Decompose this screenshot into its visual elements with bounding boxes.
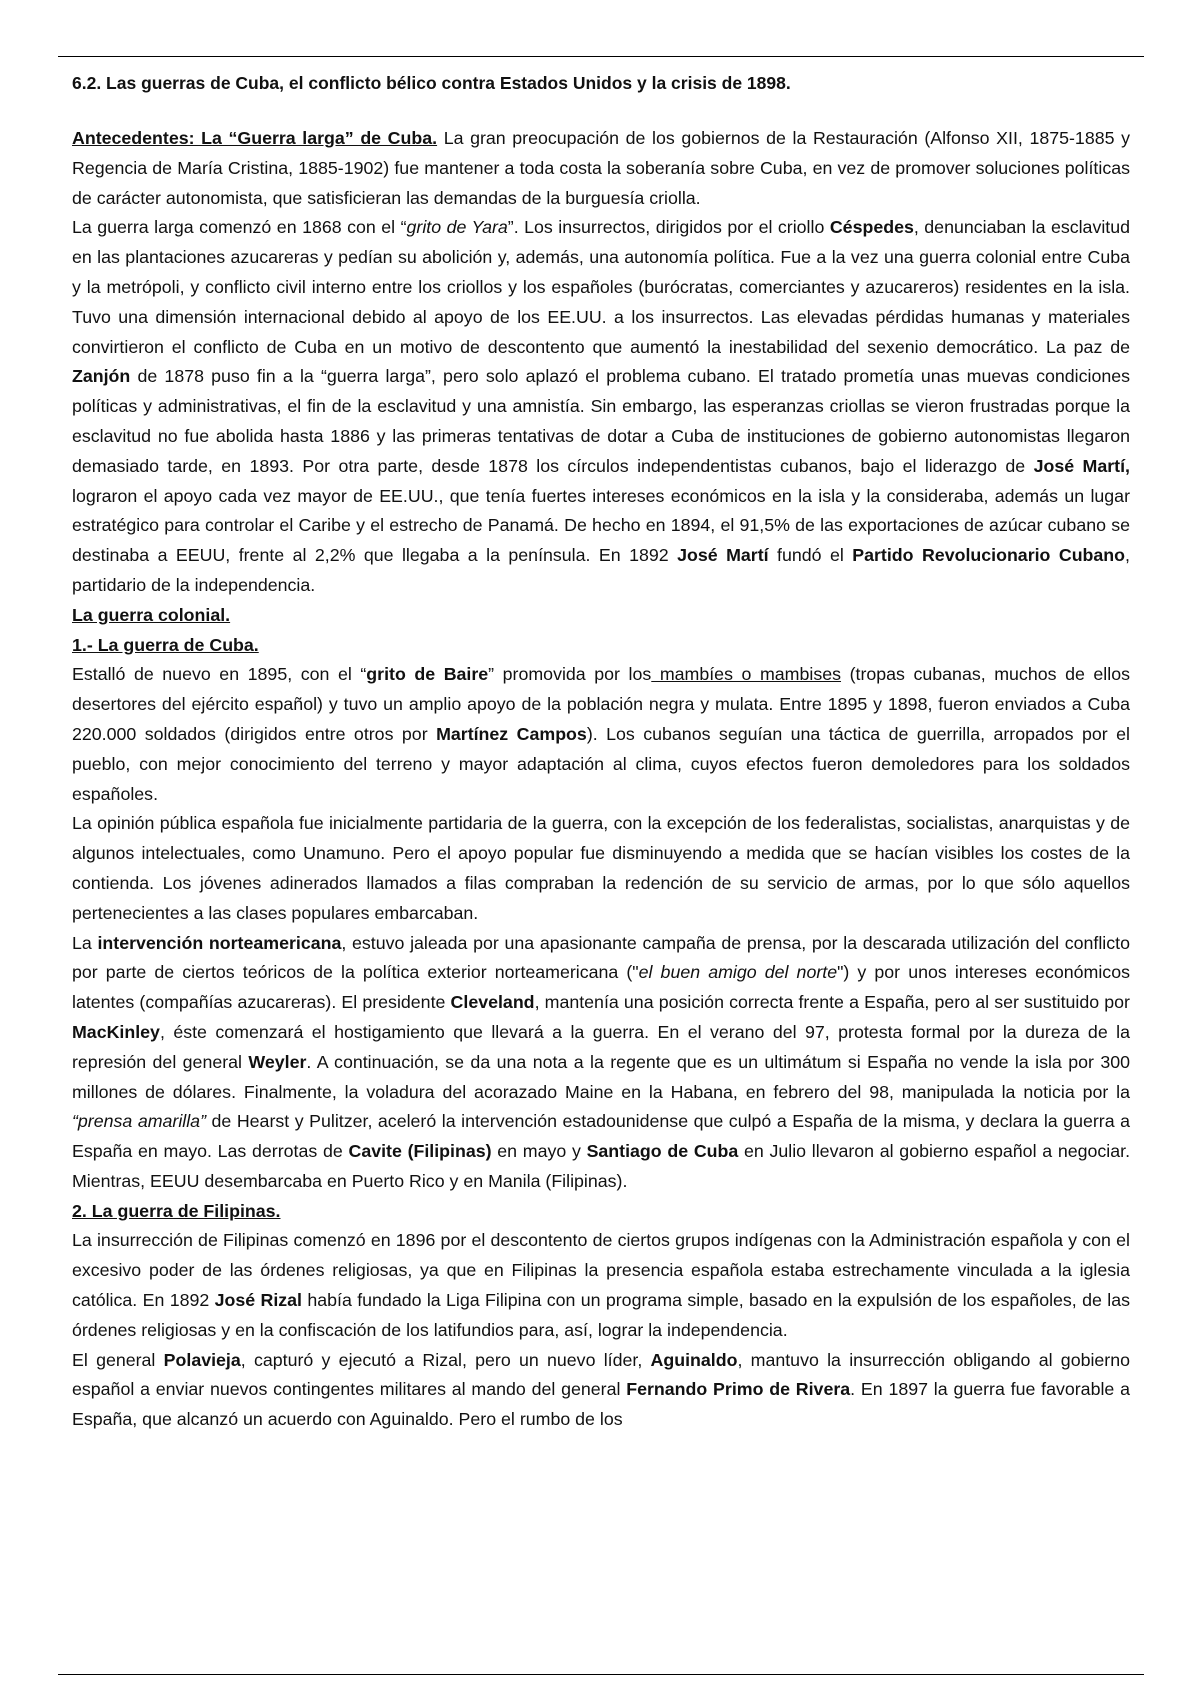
filipinas-paragraph-2: El general Polavieja, capturó y ejecutó a Rizal, pero un nuevo líder, Aguinaldo, mantuvo la insurrección obligando al gobierno español a enviar nuevos contingentes militares al mando del general Fernando Primo de Rivera. En 1897 la guerra fue favorable a España, que alcanzó un acuerdo con Aguinaldo. Pero el rumbo de los xyxy=(72,1349,1131,1430)
cleveland: Cleveland xyxy=(450,992,535,1013)
jose-marti: José Martí, xyxy=(1033,455,1130,476)
fernando-primo-de-rivera: Fernando Primo de Rivera xyxy=(626,1379,851,1400)
bottom-rule xyxy=(58,1674,1144,1675)
martinez-campos: Martínez Campos xyxy=(436,723,587,744)
guerra-cuba-heading: 1.- La guerra de Cuba. xyxy=(72,634,259,655)
cespedes: Céspedes xyxy=(829,217,914,238)
guerra-filipinas-heading: 2. La guerra de Filipinas. xyxy=(72,1200,281,1221)
section-title: 6.2. Las guerras de Cuba, el conflicto bélico contra Estados Unidos y la crisis de 1898. xyxy=(72,73,791,93)
guerra-cuba-paragraph-2: La opinión pública española fue inicialmente partidaria de la guerra, con la excepción de los federalistas, socialistas, anarquistas y de algunos intelectuales, como Unamuno. Pero el apoyo popular fue disminuyendo a medida que se hacían visibles los costes de la contienda. Los jóvenes adinerados llamados a filas compraban la redención de su servicio de armas, por lo que sólo aquellos pertenecientes a las clases populares embarcaban. xyxy=(72,813,1130,923)
weyler: Weyler xyxy=(248,1051,307,1072)
antecedentes-paragraph-2: La guerra larga comenzó en 1868 con el “grito de Yara”. Los insurrectos, dirigidos por el criollo Céspedes, denunciaban la esclavitud en las plantaciones azucareras y pedían su abolición y, además, una autonomía política. Fue a la vez una guerra colonial entre Cuba y la metrópoli, y conflicto civil interno entre los criollos y los españoles (burócratas, comerciantes y azucareros) residentes en la isla. Tuvo una dimensión internacional debido al apoyo de los EE.UU. a los insurrectos. Las elevadas pérdidas humanas y materiales convirtieron el conflicto de Cuba en un motivo de descontento que aumentó la inestabilidad del sexenio democrático. La paz de Zanjón de 1878 puso fin a la “guerra larga”, pero solo aplazó el problema cubano. El tratado prometía unas muevas condiciones políticas y administrativas, el fin de la esclavitud y una amnistía. Sin embargo, las esperanzas criollas se vieron frustradas porque la esclavitud no fue abolida hasta 1886 y las primeras tentativas de dotar a Cuba de instituciones de gobierno autonomistas llegaron demasiado tarde, en 1893. Por otra parte, desde 1878 los círculos independentistas cubanos, bajo el liderazgo de José Martí, lograron el apoyo cada vez mayor de EE.UU., que tenía fuertes intereses económicos en la isla y la consideraba, además un lugar estratégico para controlar el Caribe y el estrecho de Panamá. De hecho en 1894, el 91,5% de las exportaciones de azúcar cubano se destinaba a EEUU, frente al 2,2% que llegaba a la península. En 1892 José Martí fundó el Partido Revolucionario Cubano, partidario de la independencia. xyxy=(72,217,1131,595)
partido-revolucionario: Partido Revolucionario Cubano xyxy=(852,545,1126,566)
antecedentes-paragraph-1: Antecedentes: La “Guerra larga” de Cuba. La gran preocupación de los gobiernos de la Restauración (Alfonso XII, 1875-1885 y Regencia de María Cristina, 1885-1902) fue mantener a toda costa la soberanía sobre Cuba, en vez de promover soluciones políticas de carácter autonomista, que satisficieran las demandas de la burguesía criolla. xyxy=(72,128,1130,208)
guerra-colonial-heading: La guerra colonial. xyxy=(72,604,231,625)
intervencion-norteamericana: intervención norteamericana xyxy=(97,932,342,953)
mackinley: MacKinley xyxy=(72,1021,160,1042)
cavite: Cavite (Filipinas) xyxy=(348,1141,492,1162)
filipinas-paragraph-1: La insurrección de Filipinas comenzó en 1896 por el descontento de ciertos grupos indígenas con la Administración española y con el excesivo poder de las órdenes religiosas, ya que en Filipinas la presencia española estaba estrechamente vinculada a la iglesia católica. En 1892 José Rizal había fundado la Liga Filipina con un programa simple, basado en la expulsión de los españoles, de las órdenes religiosas y en la confiscación de los latifundios para, así, lograr la independencia. xyxy=(72,1230,1130,1340)
buen-amigo-del-norte: el buen amigo del norte xyxy=(638,962,838,983)
santiago-de-cuba: Santiago de Cuba xyxy=(586,1141,739,1162)
document-page xyxy=(72,70,1130,1435)
jose-rizal: José Rizal xyxy=(214,1290,302,1311)
grito-de-baire: grito de Baire xyxy=(366,664,489,685)
mambises: mambíes o mambises xyxy=(651,664,842,685)
guerra-cuba-paragraph-1: Estalló de nuevo en 1895, con el “grito de Baire” promovida por los mambíes o mambises (tropas cubanas, muchos de ellos desertores del ejército español) y tuvo un amplio apoyo de la población negra y mulata. Entre 1895 y 1898, fueron enviados a Cuba 220.000 soldados (dirigidos entre otros por Martínez Campos). Los cubanos seguían una táctica de guerrilla, arropados por el pueblo, con mejor conocimiento del terreno y mayor adaptación al clima, cuyos efectos fueron demoledores para los soldados españoles. xyxy=(72,664,1130,804)
antecedentes-heading: Antecedentes: La “Guerra larga” de Cuba. xyxy=(72,128,438,148)
grito-de-yara: grito de Yara xyxy=(406,217,508,238)
guerra-cuba-paragraph-3: La intervención norteamericana, estuvo jaleada por una apasionante campaña de prensa, por la descarada utilización del conflicto por parte de ciertos teóricos de la política exterior norteamericana ("el buen amigo del norte") y por unos intereses económicos latentes (compañías azucareras). El presidente Cleveland, mantenía una posición correcta frente a España, pero al ser sustituido por MacKinley, éste comenzará el hostigamiento que llevará a la guerra. En el verano del 97, protesta formal por la dureza de la represión del general Weyler. A continuación, se da una nota a la regente que es un ultimátum si España no vende la isla por 300 millones de dólares. Finalmente, la voladura del acorazado Maine en la Habana, en febrero del 98, manipulada la noticia por la “prensa amarilla” de Hearst y Pulitzer, aceleró la intervención estadounidense que culpó a España de la misma, y declara la guerra a España en mayo. Las derrotas de Cavite (Filipinas) en mayo y Santiago de Cuba en Julio llevaron al gobierno español a negociar. Mientras, EEUU desembarcaba en Puerto Rico y en Manila (Filipinas). xyxy=(72,932,1131,1191)
polavieja: Polavieja xyxy=(163,1349,241,1370)
jose-marti-2: José Martí xyxy=(677,545,769,566)
zanjon: Zanjón xyxy=(72,366,131,387)
aguinaldo: Aguinaldo xyxy=(650,1349,738,1370)
prensa-amarilla: “prensa amarilla” xyxy=(72,1111,206,1132)
top-rule xyxy=(58,56,1144,57)
